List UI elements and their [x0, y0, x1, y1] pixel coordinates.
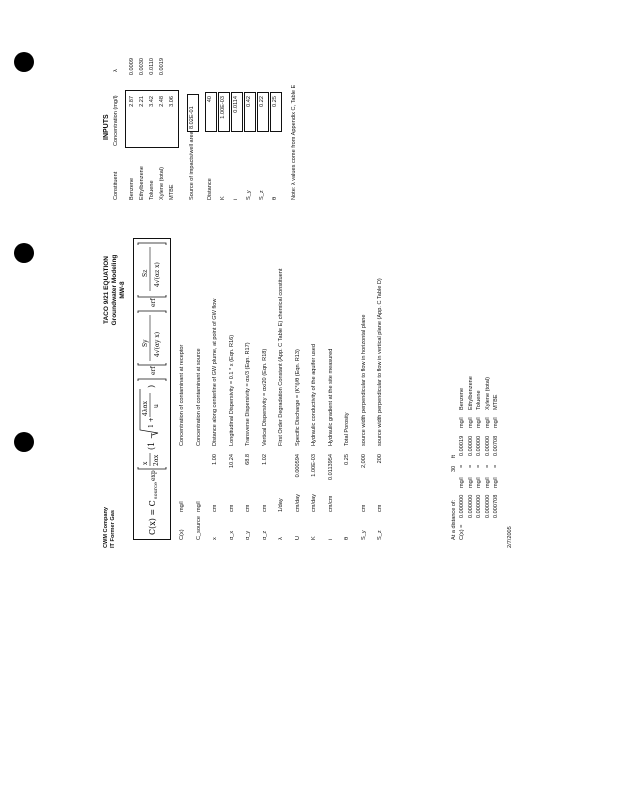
param-value: 10.24 [228, 454, 235, 468]
inputs-extra-box [270, 92, 282, 132]
result-rounded-unit: mg/l [484, 417, 491, 428]
result-rounded-value: 0.00019 [459, 435, 465, 456]
inputs-row-conc: 3.42 [149, 96, 155, 107]
result-constituent: MTBE [493, 394, 499, 410]
param-unit: cm [212, 504, 218, 512]
rotated-content [99, 0, 519, 550]
param-unit: mg/l [195, 501, 202, 512]
inputs-title: INPUTS [103, 114, 110, 140]
well-id: MW-8 [119, 281, 126, 299]
inputs-row-lambda: 0.0110 [149, 58, 155, 75]
svg-text:source: source [153, 482, 159, 499]
inputs-extra-label: Distance [207, 178, 213, 200]
param-unit: cm/day [294, 493, 301, 512]
svg-text:erf: erf [150, 298, 157, 307]
param-value: 2,000 [360, 454, 367, 468]
param-symbol: α_y [245, 530, 251, 540]
inputs-extra-box [244, 92, 256, 132]
result-constituent: Benzene [459, 387, 465, 410]
inputs-row-conc: 2.87 [129, 96, 135, 107]
param-symbol: i [327, 538, 334, 540]
param-value: 0.25 [344, 454, 350, 465]
results-lead: C(x) = [459, 524, 465, 540]
punch-hole [14, 52, 34, 72]
param-description: Concentration of contaminant at source [195, 348, 202, 446]
punch-hole [14, 243, 34, 263]
results-distance-unit: ft [451, 454, 457, 458]
result-unit: mg/l [459, 477, 465, 488]
param-value: 1.02 [261, 454, 268, 465]
result-value: 0.000708 [493, 494, 499, 518]
param-description: source width perpendicular to flow in horizontal plane [360, 314, 367, 446]
result-equals: = [476, 464, 482, 468]
inputs-col-constituent: Constituent [113, 171, 119, 200]
param-symbol: λ [278, 537, 284, 540]
inputs-extra-box [218, 92, 230, 132]
inputs-extra-box [231, 92, 243, 132]
inputs-row-lambda: 0.0030 [139, 58, 145, 76]
footer-date: 2/7/2005 [507, 526, 513, 548]
result-value: 0.000000 [476, 494, 482, 518]
param-value: 0.0113954 [327, 454, 334, 481]
inputs-row-name: Toluene [149, 180, 155, 200]
page-subtitle: Groundwater Modeling [111, 254, 118, 326]
result-rounded-value: 0.00000 [484, 435, 491, 456]
site-name: IT Former Gas [110, 510, 116, 548]
param-description: Specific Discharge = (K*i)/θ (Eqn. R13) [294, 349, 301, 446]
inputs-col-lambda: λ [113, 69, 119, 72]
svg-text:4√(αy x): 4√(αy x) [154, 331, 161, 357]
inputs-extra-value: 40 [207, 96, 213, 103]
inputs-extra-value: 0.42 [246, 96, 252, 107]
param-symbol: θ [344, 536, 350, 540]
inputs-extra-label: i [233, 198, 239, 200]
param-description: Transverse Dispersivity = αx/3 (Eqn. R17) [245, 342, 251, 446]
param-unit: mg/l [179, 501, 185, 512]
inputs-extra-value: 1.00E-03 [220, 96, 226, 119]
page-title: TACO 9/21 EQUATION [103, 255, 110, 325]
inputs-row-lambda: 0.0009 [129, 58, 135, 76]
param-symbol: S_y [360, 530, 367, 540]
param-description: Concentration of contaminant at receptor [179, 344, 185, 446]
param-symbol: x [212, 537, 218, 540]
inputs-row-conc: 2.21 [139, 96, 145, 107]
svg-text:): ) [147, 384, 156, 388]
param-description: Hydraulic gradient at the site measured [327, 348, 334, 446]
inputs-row-name: Benzene [129, 177, 135, 200]
inputs-extra-label: S_y [246, 190, 252, 200]
inputs-row-name: MTBE [169, 184, 175, 200]
param-symbol: C_source [195, 516, 202, 540]
source-impact-value: 8.02E-01 [189, 106, 195, 129]
inputs-extra-value: 0.0114 [233, 96, 239, 113]
svg-text:x: x [142, 461, 149, 465]
result-rounded-value: 0.00000 [476, 435, 482, 456]
result-value: 0.000000 [484, 494, 491, 518]
punch-hole [14, 432, 34, 452]
result-rounded-unit: mg/l [493, 417, 499, 428]
inputs-extra-label: θ [272, 196, 278, 200]
inputs-extra-value: 0.22 [259, 96, 265, 107]
param-unit: cm [360, 504, 367, 512]
source-impact-label: Source of impacts/well area [189, 131, 195, 200]
inputs-note: Note: λ values come from Appendix C, Table E [291, 84, 297, 200]
result-rounded-value: 0.00708 [493, 435, 499, 456]
svg-text:exp: exp [150, 470, 157, 481]
results-distance-value: 30 [451, 465, 457, 472]
equation-box [133, 238, 171, 540]
inputs-row-name: Ethylbenzene [139, 166, 145, 200]
param-unit: cm/cm [327, 495, 334, 512]
result-equals: = [484, 464, 491, 468]
param-description: Longitudinal Dispersivity = 0.1 * x (Eqn. R16) [228, 334, 235, 446]
param-value: 68.8 [245, 454, 251, 465]
equation-graphic [134, 239, 170, 539]
result-constituent: Xylene (total) [484, 377, 491, 410]
result-rounded-unit: mg/l [476, 417, 482, 428]
svg-text:(1 −: (1 − [147, 432, 156, 450]
company-name: CWM Company [103, 506, 109, 548]
param-symbol: α_x [228, 530, 235, 540]
result-equals: = [493, 464, 499, 468]
inputs-row-conc: 3.06 [169, 96, 175, 107]
svg-text:Sy: Sy [142, 339, 149, 347]
param-symbol: S_z [377, 530, 383, 540]
param-description: Distance along centerline of GW plume, at point of GW flow [212, 298, 218, 446]
param-unit: cm [228, 504, 235, 512]
svg-text:4√(αz x): 4√(αz x) [154, 262, 161, 287]
param-unit: 1/day [278, 498, 284, 512]
inputs-row-name: Xylene (total) [159, 167, 165, 200]
inputs-extra-value: 0.25 [272, 96, 278, 107]
inputs-extra-box [257, 92, 269, 132]
results-distance-label: At a distance of: [451, 499, 457, 540]
param-unit: cm [245, 504, 251, 512]
param-symbol: K [311, 536, 317, 540]
svg-text:4λαx: 4λαx [142, 400, 149, 416]
result-equals: = [459, 464, 465, 468]
result-value: 0.000000 [467, 494, 474, 518]
result-unit: mg/l [467, 477, 474, 488]
param-description: Total Porosity [344, 412, 350, 446]
svg-text:Sz: Sz [142, 269, 149, 277]
svg-text:erf: erf [150, 366, 157, 375]
result-unit: mg/l [493, 477, 499, 488]
inputs-col-concentration: Concentration (mg/l) [113, 95, 119, 146]
inputs-extra-label: S_z [259, 190, 265, 200]
result-constituent: Ethylbenzene [467, 376, 474, 410]
inputs-extra-label: K [220, 196, 226, 200]
param-description: source width perpendicular to flow in vertical plane (App. C Table D) [377, 278, 383, 446]
result-value: 0.000000 [459, 494, 465, 518]
param-unit: cm [261, 504, 268, 512]
param-value: 200 [377, 454, 383, 464]
param-value: 1.00 [212, 454, 218, 465]
param-description: First Order Degradation Constant (App. C Table E) chemical constituent [278, 268, 284, 446]
param-value: 1.00E-03 [311, 454, 317, 477]
result-rounded-value: 0.00000 [467, 435, 474, 456]
inputs-extra-box [205, 92, 217, 132]
param-unit: cm [377, 504, 383, 512]
param-unit: cm/day [311, 493, 317, 512]
param-value: 0.000594 [294, 454, 301, 478]
param-symbol: U [294, 535, 301, 540]
svg-text:C(x) = C: C(x) = C [148, 500, 157, 535]
param-symbol: α_z [261, 530, 268, 540]
inputs-row-lambda: 0.0019 [159, 58, 165, 76]
svg-text:1 +: 1 + [148, 417, 155, 428]
svg-text:u: u [153, 404, 160, 408]
result-unit: mg/l [476, 477, 482, 488]
param-description: Hydraulic conductivity of the aquifer used [311, 344, 317, 446]
svg-text:2αx: 2αx [153, 454, 160, 466]
result-unit: mg/l [484, 477, 491, 488]
inputs-row-conc: 2.48 [159, 96, 165, 107]
result-constituent: Toluene [476, 390, 482, 410]
result-equals: = [467, 464, 474, 468]
param-description: Vertical Dispersivity = αx/20 (Eqn. R18) [261, 348, 268, 446]
result-rounded-unit: mg/l [467, 417, 474, 428]
param-symbol: C(x) [179, 529, 185, 540]
result-rounded-unit: mg/l [459, 417, 465, 428]
